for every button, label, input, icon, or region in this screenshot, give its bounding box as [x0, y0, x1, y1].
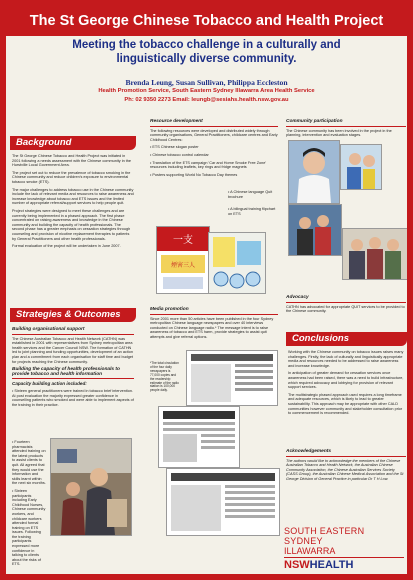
background-p3: The major challenges to address tobacco use in the Chinese community include the lack of relevant media and resources to raise awareness and increase knowledge about tobacco and ETS issues and the limited number of appropriate referral/support services to help people quit.: [12, 187, 134, 206]
ack-section: [286, 446, 406, 485]
resource-heading: Resource development: [150, 120, 278, 127]
resource-captions: [228, 190, 278, 219]
resource-b2: • Chinese tobacco control calendar: [150, 152, 209, 157]
background-p4: Project strategies were designed to meet these challenges and are currently being implemented in a phased approach. The first phase concentrated on raising awareness and knowledge in the Chinese community and building the capacity of health professionals. The second phase has a greater emphasis on cessation strategies through counseling and provision of nicotine replacement therapies to patients by General Practitioners and other health professionals.: [12, 208, 131, 241]
resource-caption-brochure: • A Chinese language Quit brochure: [228, 190, 273, 199]
title-bar: [6, 6, 407, 36]
community-photo-group: [342, 228, 408, 280]
media-p1: Since 2001 more than 50 articles have been published in the four Sydney metropolitan Chinese language newspapers and over 40 interviews conducted on Chinese language radio.* The message intent is to raise awareness of tobacco and ETS harm, provide strategies to assist quit attempts and give referral options.: [150, 316, 274, 339]
background-p1: The St George Chinese Tobacco and Health Project was initiated in 2001 following a needs assessment with the Chinese community in the Hurstville Local Government Area.: [12, 154, 132, 168]
strategies-sub1: Building organisational support: [12, 328, 134, 335]
left-column: [10, 136, 136, 252]
background-p2: The project set out to reduce the prevalence of tobacco smoking in the Chinese community and reduce children's exposure to environmental tobacco smoke (ETS).: [12, 170, 131, 184]
strategies-bullets-narrow: [12, 440, 46, 570]
authors-block: [6, 78, 407, 105]
logo-line2: ILLAWARRA: [284, 546, 336, 556]
subtitle-line-1: Meeting the tobacco challenge in a culturally and: [72, 39, 341, 51]
community-photo-people: [288, 204, 342, 256]
resource-section: [150, 116, 278, 180]
resource-b4: • Posters supporting World No Tobacco Day themes: [150, 172, 238, 177]
logo-health: HEALTH: [309, 559, 354, 571]
advocacy-heading: Advocacy: [286, 296, 406, 303]
advocacy-p1: CATHN has advocated for appropriate QUIT services to be provided to the Chinese community.: [286, 304, 405, 314]
strategies-p1: The Chinese Australian Tobacco and Health Network (CATHN) was established in 2001 with representatives from Sydney metropolitan area health services and the Cancer Council NSW. The formation of CATHN led to joint planning and funding opportunities, development of an action plan and a commitment from each organisation for staff time and budget for projects reaching the Chinese community.: [12, 336, 134, 364]
conclusions-p2: In anticipation of greater demand for cessation services once awareness had been raised, there was a need to build infrastructure, which required advocacy and lobbying for provision of relevant support services.: [288, 371, 404, 390]
resource-b3: • Translation of the ETS campaign 'Car and Home Smoke Free Zone' resources including leaflets, key rings and fridge magnets: [150, 160, 267, 170]
training-photo: [50, 438, 132, 536]
ack-heading: Acknowledgements: [286, 450, 406, 457]
community-p1: The Chinese community has been involved in the project in the planning, intervention and evaluation stages.: [286, 128, 392, 138]
strategies-sub3: Capacity building action included:: [12, 381, 87, 387]
poster-title: The St George Chinese Tobacco and Health Project: [29, 13, 384, 29]
poster-slogan-line1: 一支: [173, 235, 193, 246]
newspaper-clipping-1: [186, 350, 278, 406]
media-heading: Media promotion: [150, 308, 278, 315]
background-heading: Background: [10, 136, 136, 150]
strategies-bullet-3: • Sixteen participants including Early Childhood Nurses, Chinese community workers, and childcare workers attended formal training on ETS issues. Following the training participants expressed more confidence in talking to clients about the risks of ETS.: [12, 488, 46, 567]
strategies-column: [10, 308, 136, 410]
authors: Brenda Leung, Susan Sullivan, Philippa Eccleston: [125, 78, 288, 87]
poster-subtitle: [6, 38, 407, 66]
logo-line1: SOUTH EASTERN SYDNEY: [284, 526, 365, 546]
resource-caption-flipchart: • A bilingual training flipchart on ETS: [228, 207, 276, 216]
resources-photo: [208, 232, 266, 294]
conclusions-p3: The multistrategic phased approach used requires a long timeframe and adequate resources, which is likely to lead to greater sustainability. This approach may be appropriate with other CALD communities however community and stakeholder consultation prior to commencement is recommended.: [288, 392, 403, 416]
media-note: [150, 362, 180, 396]
strategies-bullet-2: • Fourteen pharmacists attended training on the latest products to assist clients to quit. All agreed that they would use the information and skills learnt within the next six months.: [12, 440, 46, 486]
subtitle-line-2: linguistically diverse community.: [116, 53, 297, 65]
conclusions-heading: Conclusions: [286, 332, 407, 346]
strategies-sub2: Building the capacity of health professionals to provide tobacco and health information: [12, 368, 134, 379]
affiliation: Health Promotion Service, South Eastern Sydney Illawarra Area Health Service: [98, 88, 315, 94]
nsw-health-logo: [284, 526, 404, 571]
community-photo-children: [288, 140, 340, 204]
media-note-text: *The total circulation of the four daily newspapers is 77,000 copies and the readership estimate of the radio station is 100,000 people daily.: [150, 361, 179, 393]
resource-p1: The following resources were developed and distributed widely through community organisations, General Practitioners, childcare centres and Early Childhood Centres:: [150, 128, 278, 142]
conclusions-p1: Working with the Chinese community on tobacco issues raises many challenges. Firstly, the lack of culturally and linguistically appropriate media and resources needed to be addressed to raise awareness and increase knowledge.: [288, 350, 404, 368]
newspaper-clipping-3: [166, 468, 280, 536]
community-photo-family: [340, 144, 382, 190]
ets-slogan-poster: [156, 226, 210, 294]
contact: Ph: 02 9350 2273 Email: leungb@sesiahs.health.nsw.gov.au: [124, 97, 289, 103]
background-p5: Formal evaluation of the project will be undertaken in June 2007.: [12, 244, 121, 249]
logo-line3: [284, 559, 404, 571]
advocacy-section: [286, 292, 406, 317]
ack-p1: The authors would like to acknowledge the members of the Chinese Australian Tobacco and Health Network, the Australian Chinese Community Association, the Chinese Australian Services Society (CASS Group), the Australian Chinese Medical Association and the St George Division of General Practice in particular Dr T H Low.: [286, 458, 404, 481]
conclusions-section: [286, 332, 407, 419]
community-heading: Community participation: [286, 120, 406, 127]
logo-divider: [284, 557, 404, 558]
logo-nsw: NSW: [284, 559, 310, 571]
poster-slogan-line2: 煙害三人: [170, 262, 196, 269]
newspaper-clipping-2: [158, 406, 240, 468]
strategies-heading: Strategies & Outcomes: [10, 308, 136, 322]
resource-b1: • ETS Chinese slogan poster: [150, 145, 199, 150]
media-section: [150, 304, 278, 343]
strategies-bullet-1: • Sixteen general practitioners were trained in tobacco brief intervention. At post evaluation the majority expressed greater confidence in counselling patients who smoked and were able to implement aspects of the training in their practice.: [12, 388, 134, 407]
community-section: [286, 116, 406, 141]
